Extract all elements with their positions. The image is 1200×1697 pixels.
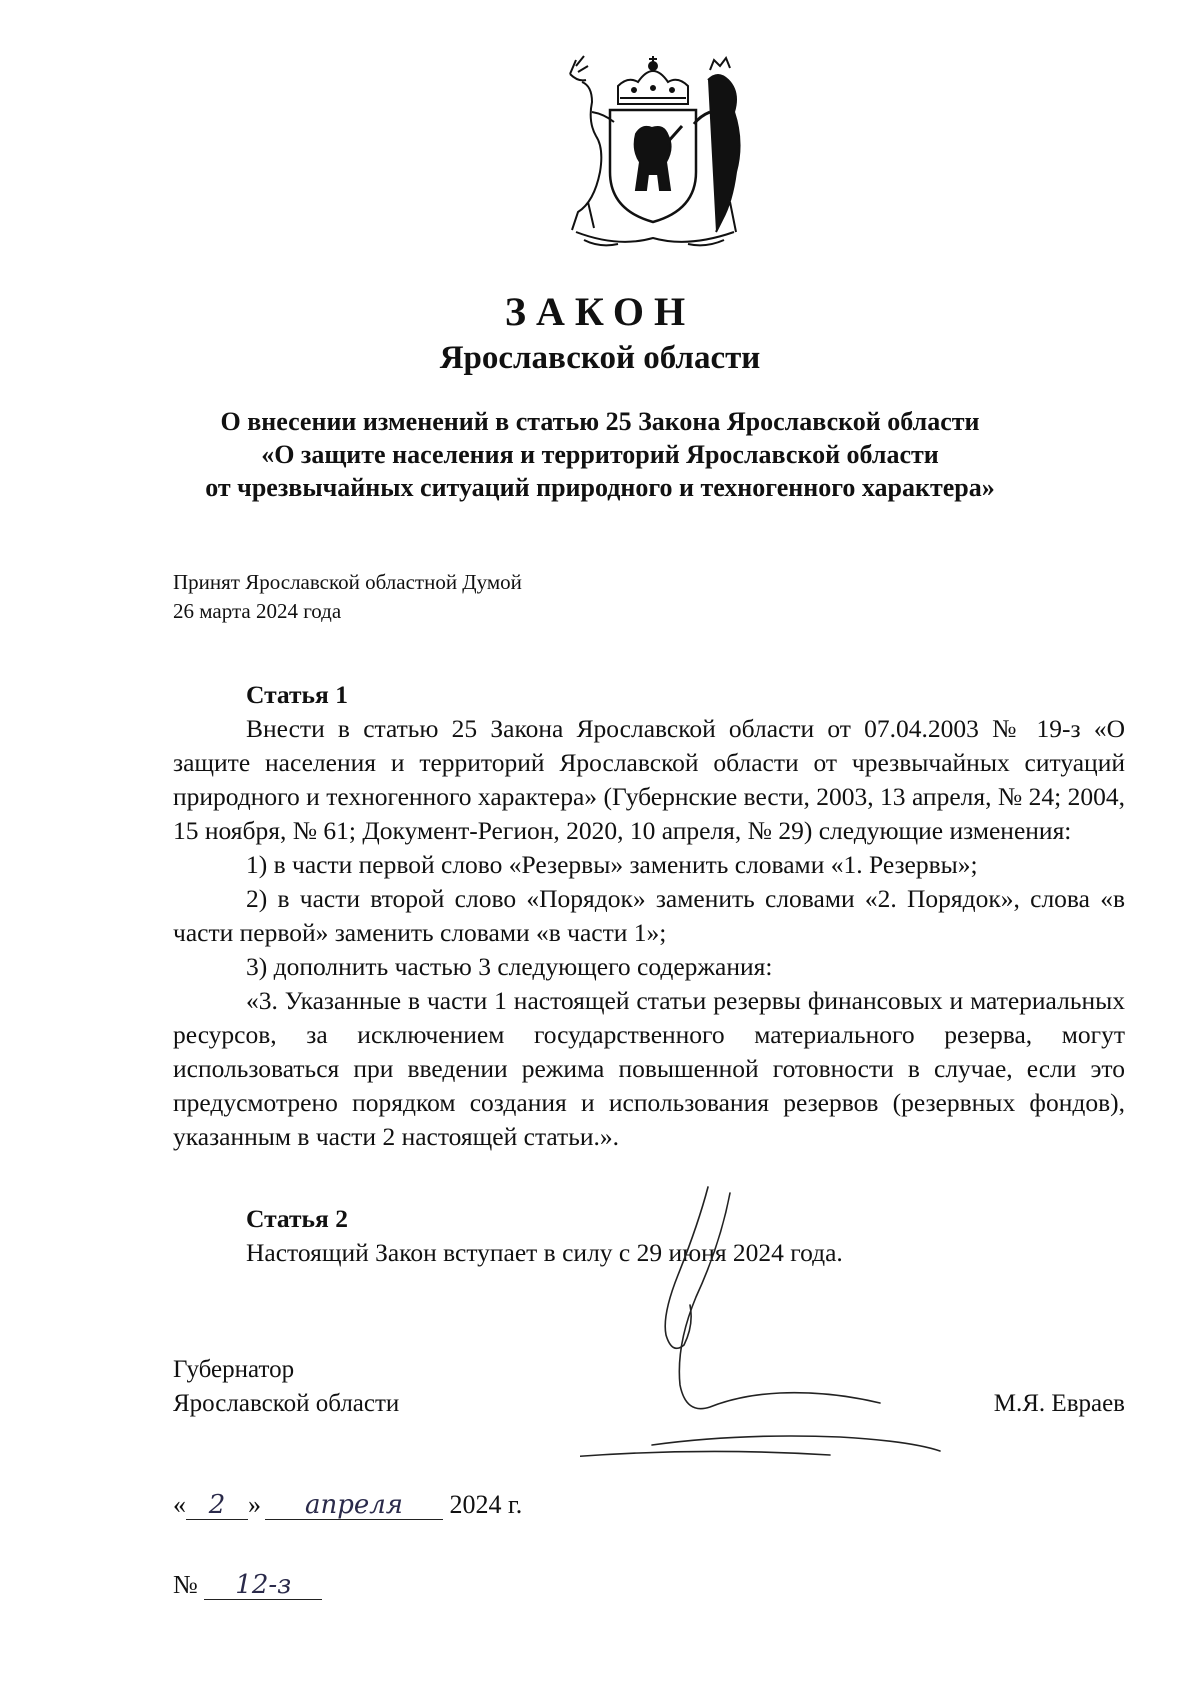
subject-line: от чрезвычайных ситуаций природного и техногенного характера» xyxy=(205,473,995,502)
article-paragraph: 2) в части второй слово «Порядок» заменить словами «2. Порядок», слова «в части первой» заменить словами «в части 1»; xyxy=(173,884,1125,947)
law-number xyxy=(173,1568,322,1602)
subject-line: «О защите населения и территорий Ярославской области xyxy=(261,440,939,469)
law-heading: ЗАКОН xyxy=(504,289,696,334)
subject-line: О внесении изменений в статью 25 Закона Ярославской области xyxy=(220,407,980,436)
signatory-title-line: Ярославской области xyxy=(173,1390,400,1417)
adoption-note xyxy=(173,568,522,626)
signing-day: 2 xyxy=(186,1491,248,1520)
law-subject-title xyxy=(0,405,1200,504)
coat-of-arms-emblem xyxy=(548,52,758,250)
signatory-title xyxy=(173,1353,399,1421)
article-heading: Статья 1 xyxy=(246,680,348,709)
signing-month: апреля xyxy=(265,1491,443,1520)
article-heading: Статья 2 xyxy=(246,1204,348,1233)
signatory-name: М.Я. Евраев xyxy=(993,1390,1125,1417)
signing-date xyxy=(173,1488,522,1522)
article-paragraph: «3. Указанные в части 1 настоящей статьи резервы финансовых и материальных ресурсов, за исключением государственного материального резерва, могут использоваться при введении режима повышенной готовности в случае, если это предусмотрено порядком создания и использования резервов (резервных фондов), указанным в части 2 настоящей статьи.». xyxy=(173,986,1125,1151)
signing-year: 2024 г. xyxy=(449,1490,523,1519)
date-open-quote: « xyxy=(173,1490,186,1519)
article-paragraph: 1) в части первой слово «Резервы» заменить словами «1. Резервы»; xyxy=(246,850,978,879)
article-paragraph: 3) дополнить частью 3 следующего содержания: xyxy=(246,952,773,981)
signatory-title-line: Губернатор xyxy=(173,1356,295,1383)
article-paragraph: Настоящий Закон вступает в силу с 29 июня 2024 года. xyxy=(246,1238,843,1267)
date-close-quote: » xyxy=(248,1490,261,1519)
adoption-body: Принят Ярославской областной Думой xyxy=(173,570,522,594)
law-number-value: 12-з xyxy=(204,1571,322,1600)
article-paragraph: Внести в статью 25 Закона Ярославской области от 07.04.2003 № 19-з «О защите населения и территорий Ярославской области от чрезвычайных ситуаций природного и техногенного характера» (Губернские вести, 2003, 13 апреля, № 24; 2004, 15 ноября, № 61; Документ-Регион, 2020, 10 апреля, № 29) следующие изменения: xyxy=(173,714,1125,845)
handwritten-signature xyxy=(580,1185,950,1485)
article-1 xyxy=(173,678,1125,1154)
adoption-date: 26 марта 2024 года xyxy=(173,599,342,623)
region-heading: Ярославской области xyxy=(439,340,761,376)
number-sign: № xyxy=(173,1570,198,1599)
